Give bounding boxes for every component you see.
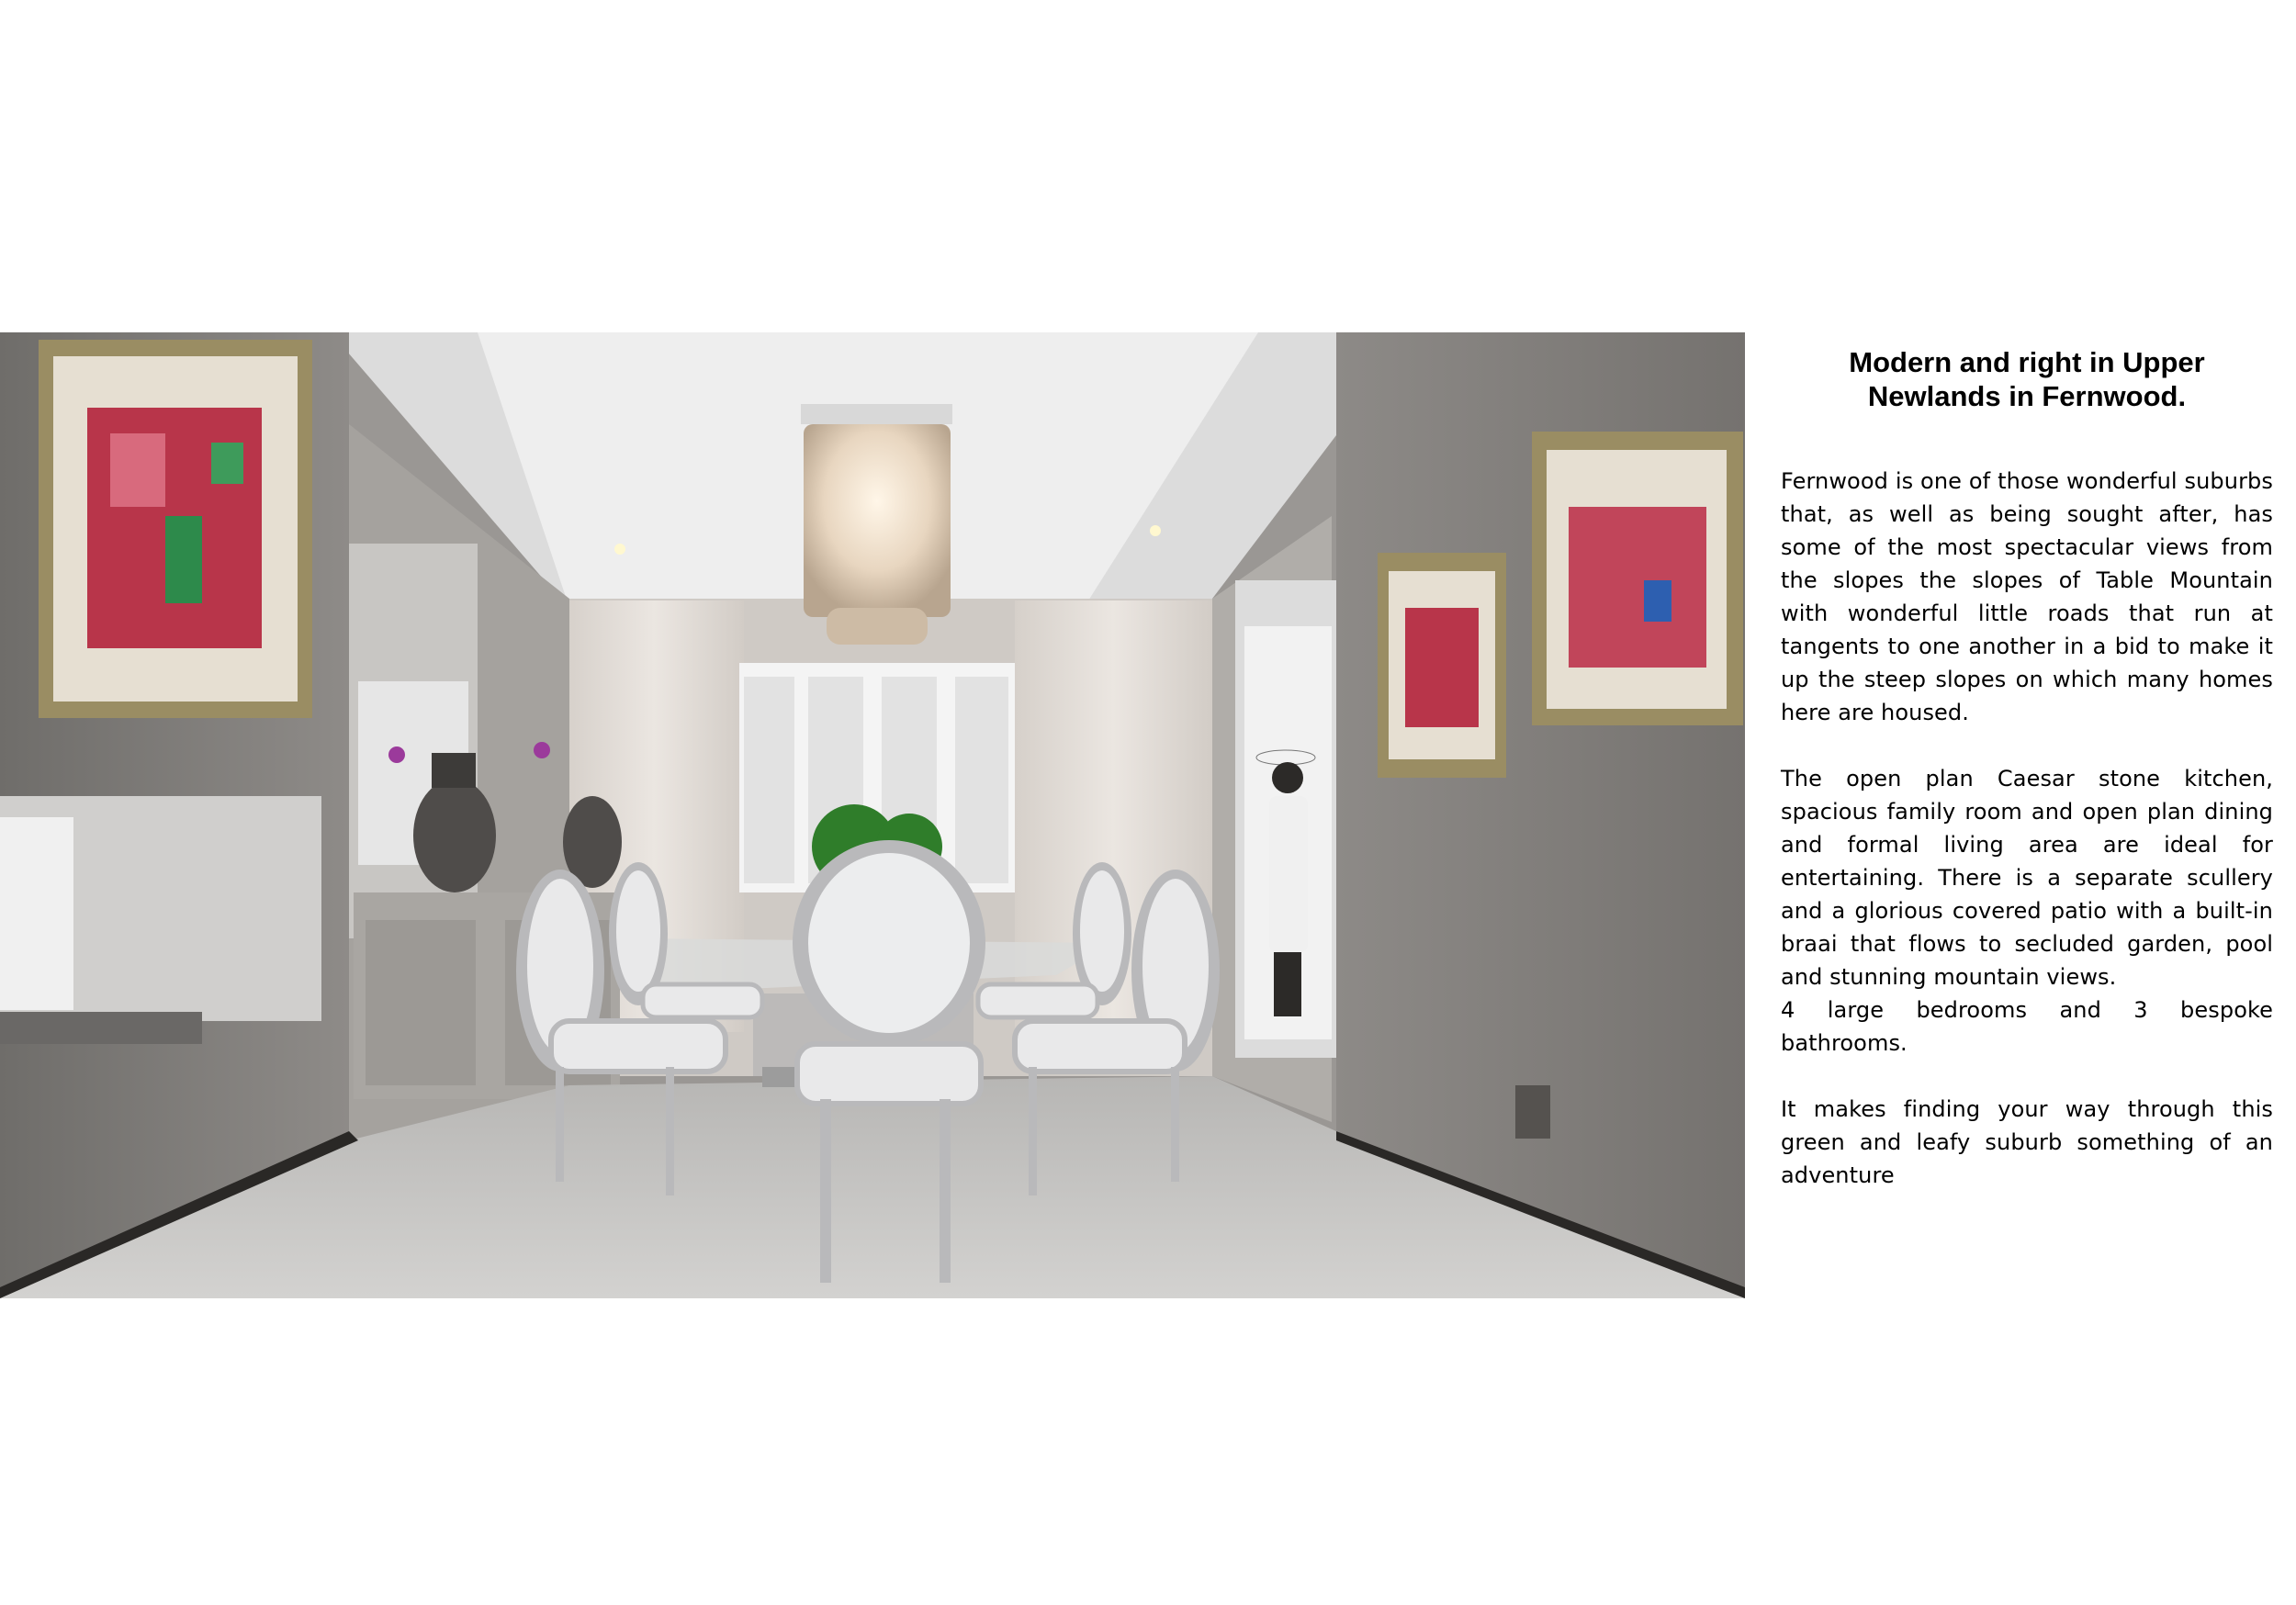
left-painting [39, 340, 312, 718]
right-painting-small [1378, 553, 1506, 778]
article-text-panel [1781, 345, 2273, 1192]
right-painting-large [1532, 432, 1743, 725]
article-title-line: Modern and right in Upper [1849, 346, 2205, 378]
dining-room-photo [0, 332, 1745, 1298]
article-paragraph: 4 large bedrooms and 3 bespoke bathrooms. [1781, 997, 2273, 1056]
fireplace [0, 796, 321, 1044]
article-paragraph: Fernwood is one of those wonderful suburbs that, as well as being sought after, has some of the most spectacular views from the slopes the slopes of Table Mountain with wonderful little roads that run at tangents to one another in a bid to make it up the steep slopes on which many homes here are housed. [1781, 468, 2273, 725]
article-title [1781, 345, 2273, 413]
article-paragraph: It makes finding your way through this green and leafy suburb something of an adventure [1781, 1096, 2273, 1188]
chandelier [801, 404, 952, 645]
article-title-line: Newlands in Fernwood. [1867, 380, 2187, 412]
article-paragraph: The open plan Caesar stone kitchen, spacious family room and open plan dining and formal living area are ideal for entertaining. There is a separate scullery and a glorious covered patio with a built-in braai that flows to secluded garden, pool and stunning mountain views. [1781, 766, 2273, 990]
